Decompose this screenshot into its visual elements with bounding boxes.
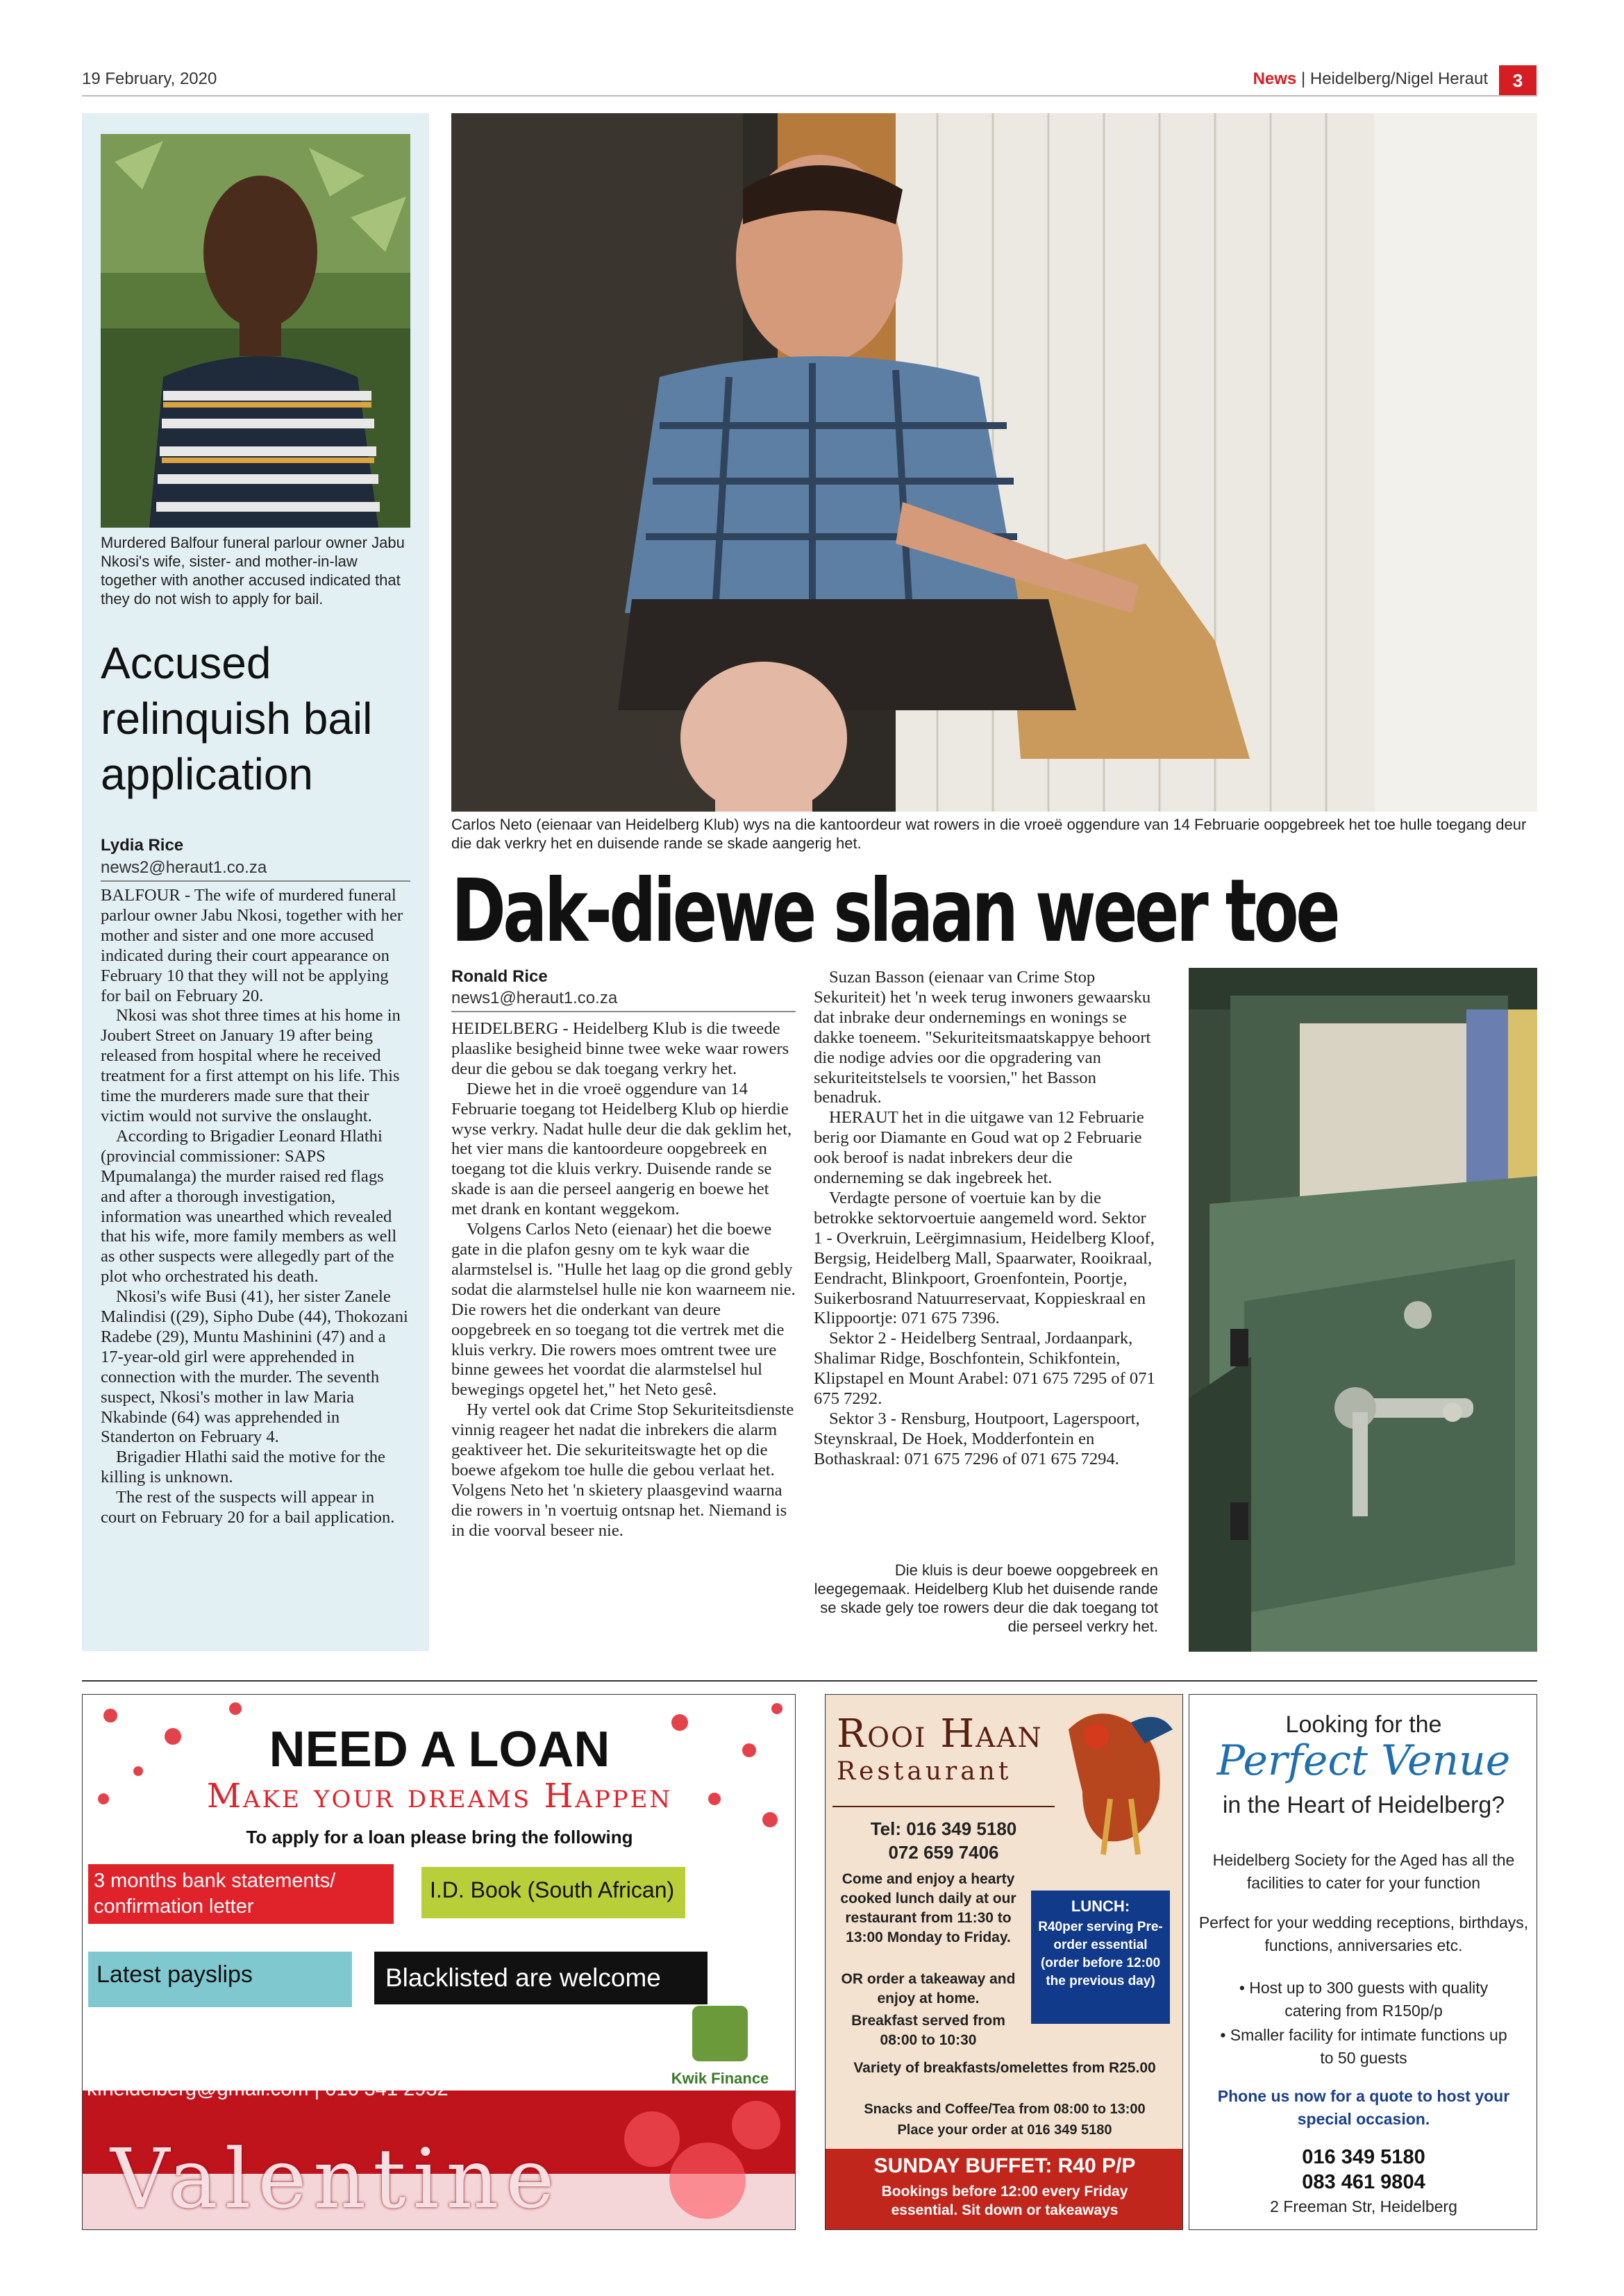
main-paragraph: HEIDELBERG - Heidelberg Klub is die tweede plaaslike besigheid binne twee weke waar rowers deur die gebou se dak toegang verkry het. <box>451 1019 789 1078</box>
restaurant-variety: Variety of breakfasts/omelettes from R25.00 <box>853 2060 1156 2076</box>
restaurant-tel: Tel: 016 349 5180 <box>870 1818 1017 1839</box>
restaurant-takeaway: OR order a takeaway and enjoy at home. <box>841 1971 1016 2006</box>
kwik-finance-logo-icon <box>692 2006 748 2061</box>
header-divider <box>82 95 1537 97</box>
main-paragraph: Verdagte persone of voertuie kan by die betrokke sektorvoertuie aangemeld word. Sektor 1 - Overkruin, Leërgimnasium, Heidelberg Kloof, Bergsig, Heidelberg Mall, Spaarwater, Rooikraal, Eendracht, Blinkpoort, Groenfontein, Poortje, Suikerbosrand Natuurreservaat, Koppieskraal en Klippoortje: 071 675 7396. <box>814 1188 1155 1328</box>
header-separator: | <box>1300 69 1306 88</box>
restaurant-subname: Restaurant <box>837 1757 1012 1786</box>
main-paragraph: HERAUT het in die uitgawe van 12 Februarie berig oor Diamante en Goud wat op 2 Februarie ook beroof is nadat inbrekers deur die onderneming se dak ingebreek het. <box>814 1108 1144 1188</box>
restaurant-buffet: SUNDAY BUFFET: R40 P/P <box>873 2154 1136 2177</box>
page-number: 3 <box>1499 65 1537 96</box>
main-paragraph: Diewe het in die vroeë oggendure van 14 Februarie toegang tot Heidelberg Klub op hierdie wyse verkry. Nadat hulle deur die dak geklim het, het vier mans die kantoordeure oopgebreek en toegang tot die kluis verkry. Duisende rande se skade is aan die perseel aangerig en boewe het met drank en kontant weggekom. <box>451 1079 792 1219</box>
restaurant-lunch-box-title: LUNCH: <box>1071 1897 1130 1915</box>
restaurant-buffet-sub: Bookings before 12:00 every Friday essential. Sit down or takeaways <box>881 2184 1128 2218</box>
restaurant-name: Rooi Haan <box>837 1711 1043 1757</box>
main-photo <box>451 113 1537 812</box>
venue-line1: Looking for the <box>1285 1711 1442 1738</box>
venue-cta: Phone us now for a quote to host your special occasion. <box>1217 2087 1510 2128</box>
main-author-email: news1@heraut1.co.za <box>451 989 618 1007</box>
loan-intro: To apply for a loan please bring the following <box>246 1827 633 1847</box>
main-paragraph: Sektor 3 - Rensburg, Houtpoort, Lagerspoort, Steynskraal, De Hoek, Modderfontein en Bothaskraal: 071 675 7296 of 071 675 7294. <box>814 1409 1140 1468</box>
sidebar-paragraph: According to Brigadier Leonard Hlathi (provincial commissioner: SAPS Mpumalanga) the murder raised red flags and after a thorough investigation, information was unearthed which revealed that his wife, more family members as well as other suspects were allegedly part of the plot who orchestrated his death. <box>101 1126 397 1287</box>
restaurant-breakfast: Breakfast served from 08:00 to 10:30 <box>851 2013 1005 2048</box>
loan-requirement-payslips: Latest payslips <box>88 1952 352 2007</box>
restaurant-name-rule <box>832 1806 1055 1807</box>
venue-bullet2: • Smaller facility for intimate functions up to 50 guests <box>1220 2026 1507 2067</box>
safe-photo <box>1189 968 1537 1652</box>
venue-address: 2 Freeman Str, Heidelberg <box>1270 2197 1457 2215</box>
section-label: News <box>1253 69 1297 88</box>
main-paragraph: Hy vertel ook dat Crime Stop Sekuriteitsdienste vinnig reageer het nadat die inbrekers die alarm geaktiveer het. Die sekuriteitswagte het op die boewe afgekom toe hulle die gebou verlaat het. Volgens Neto het 'n skietery plaasgevind waarna die rowers in 'n voertuig ontsnap het. Niemand is in die voorval beseer nie. <box>451 1400 794 1540</box>
sidebar-headline: Accused relinquish bail application <box>101 638 373 799</box>
loan-blacklisted-welcome: Blacklisted are welcome <box>374 1952 708 2004</box>
loan-brand: Kwik Finance <box>671 2070 769 2087</box>
sidebar-paragraph: Brigadier Hlathi said the motive for the killing is unknown. <box>101 1448 385 1487</box>
venue-desc2: Perfect for your wedding receptions, birthdays, functions, anniversaries etc. <box>1198 1913 1529 1954</box>
rooster-icon <box>1055 1702 1180 1861</box>
restaurant-lunch-text: Come and enjoy a hearty cooked lunch daily at our restaurant from 11:30 to 13:00 Monday to Friday. <box>840 1871 1016 1945</box>
ads-divider <box>82 1680 1537 1682</box>
main-headline: Dak-diewe slaan weer toe <box>451 861 1338 962</box>
venue-line2: in the Heart of Heidelberg? <box>1222 1792 1505 1818</box>
venue-script: Perfect Venue <box>1216 1736 1511 1785</box>
main-body-col2 <box>814 968 1158 1470</box>
sidebar-paragraph: BALFOUR - The wife of murdered funeral parlour owner Jabu Nkosi, together with her mother and sister and one more accused indicated during their court appearance on February 10 that they will not be applying for bail on February 20. <box>101 886 403 1005</box>
loan-title: NEED A LOAN <box>269 1722 610 1777</box>
main-photo-caption: Carlos Neto (eienaar van Heidelberg Klub) wys na die kantoordeur wat rowers in die vroeë oggendure van 14 Februarie oopgebreek het toe hulle toegang deur die dak verkry het en duisende rande se skade aangerig het. <box>451 816 1527 852</box>
sidebar-author: Lydia Rice <box>101 836 184 855</box>
loan-requirement-bank-statements: 3 months bank statements/ confirmation letter <box>88 1864 394 1924</box>
sidebar-paragraph: Nkosi's wife Busi (41), her sister Zanele Malindisi ((29), Sipho Dube (44), Thokozani Radebe (29), Muntu Mashinini (47) and a 17-year-old girl were apprehended in connection with the murder. The seventh suspect, Nkosi's mother in law Maria Nkabinde (64) was apprehended in Standerton on February 4. <box>101 1287 408 1447</box>
sidebar-paragraph: The rest of the suspects will appear in court on February 20 for a bail application. <box>101 1488 395 1527</box>
suspects-photo <box>101 134 410 528</box>
restaurant-place-order: Place your order at 016 349 5180 <box>897 2122 1112 2138</box>
main-author: Ronald Rice <box>451 967 548 986</box>
venue-phone2: 083 461 9804 <box>1302 2171 1425 2193</box>
valentine-banner: Valentine <box>110 2131 562 2227</box>
ad-loan <box>82 1694 796 2230</box>
main-byline-rule <box>451 1011 796 1012</box>
safe-photo-caption: Die kluis is deur boewe oopgebreek en leegegemaak. Heidelberg Klub het duisende rande se skade gely toe rowers deur die dak toegang tot die perseel verkry het. <box>814 1561 1158 1635</box>
venue-bullet1: • Host up to 300 guests with quality catering from R150p/p <box>1239 1979 1489 2020</box>
loan-requirement-id-book: I.D. Book (South African) <box>421 1867 685 1918</box>
sidebar-byline-rule <box>101 880 410 882</box>
restaurant-tel2: 072 659 7406 <box>888 1842 999 1863</box>
publication-name: Heidelberg/Nigel Heraut <box>1309 69 1488 88</box>
main-paragraph: Sektor 2 - Heidelberg Sentraal, Jordaanpark, Shalimar Ridge, Boschfontein, Schikfontein, Klipstapel en Mount Arabel: 071 675 7295 of 071 675 7292. <box>814 1329 1155 1409</box>
sidebar-paragraph: Nkosi was shot three times at his home in Joubert Street on January 19 after being released from hospital where he received treatment for a first attempt on his life. This time the murderers made sure that their victim would not survive the onslaught. <box>101 1006 401 1125</box>
main-paragraph: Volgens Carlos Neto (eienaar) het die boewe gate in die plafon gesny om te kyk waar die alarmstelsel is. "Hulle het laag op die grond gebly sodat die alarmstelsel hulle nie kon waarneem nie. Die rowers het die onderkant van deure oopgebreek en so toegang tot die vertrek met die kluis verkry. Die rowers moes omtrent twee ure binne gewees het voordat die alarmstelsel hul bewegings opgetel het," het Neto gesê. <box>451 1220 796 1400</box>
sidebar-photo-caption: Murdered Balfour funeral parlour owner Jabu Nkosi's wife, sister- and mother-in-law together with another accused indicated that they do not wish to apply for bail. <box>101 534 405 607</box>
sidebar-author-email: news2@heraut1.co.za <box>101 858 267 877</box>
loan-address: Cnr Merz & Voortrekker, Shop 2 (Next to Spar) Heidelberg <box>87 2047 605 2070</box>
venue-desc1: Heidelberg Society for the Aged has all the facilities to cater for your function <box>1212 1851 1515 1892</box>
main-paragraph: Suzan Basson (eienaar van Crime Stop Sekuriteit) het 'n week terug inwoners gewaarsku dat inbrake deur ondernemings en wonings se dakke toeneem. "Sekuriteitsmaatskappye behoort die nodige advies oor die opgradering van sekuriteitstelsels te voorsien," het Basson benadruk. <box>814 968 1151 1107</box>
ad-venue <box>1189 1694 1537 2230</box>
loan-contact: kfheidelberg@gmail.com | 016 341 2932 <box>87 2078 449 2100</box>
section-header <box>1253 69 1488 89</box>
loan-subtitle: Make your dreams Happen <box>206 1777 673 1816</box>
issue-date: 19 February, 2020 <box>82 69 217 88</box>
restaurant-lunch-box-text: R40per serving Pre-order essential (order before 12:00 the previous day) <box>1038 1920 1163 1988</box>
venue-phone1: 016 349 5180 <box>1302 2146 1425 2168</box>
main-body-col1 <box>451 1019 796 1541</box>
sidebar-body <box>101 886 410 1528</box>
ad-restaurant <box>825 1694 1183 2230</box>
restaurant-snacks: Snacks and Coffee/Tea from 08:00 to 13:00 <box>864 2102 1146 2117</box>
